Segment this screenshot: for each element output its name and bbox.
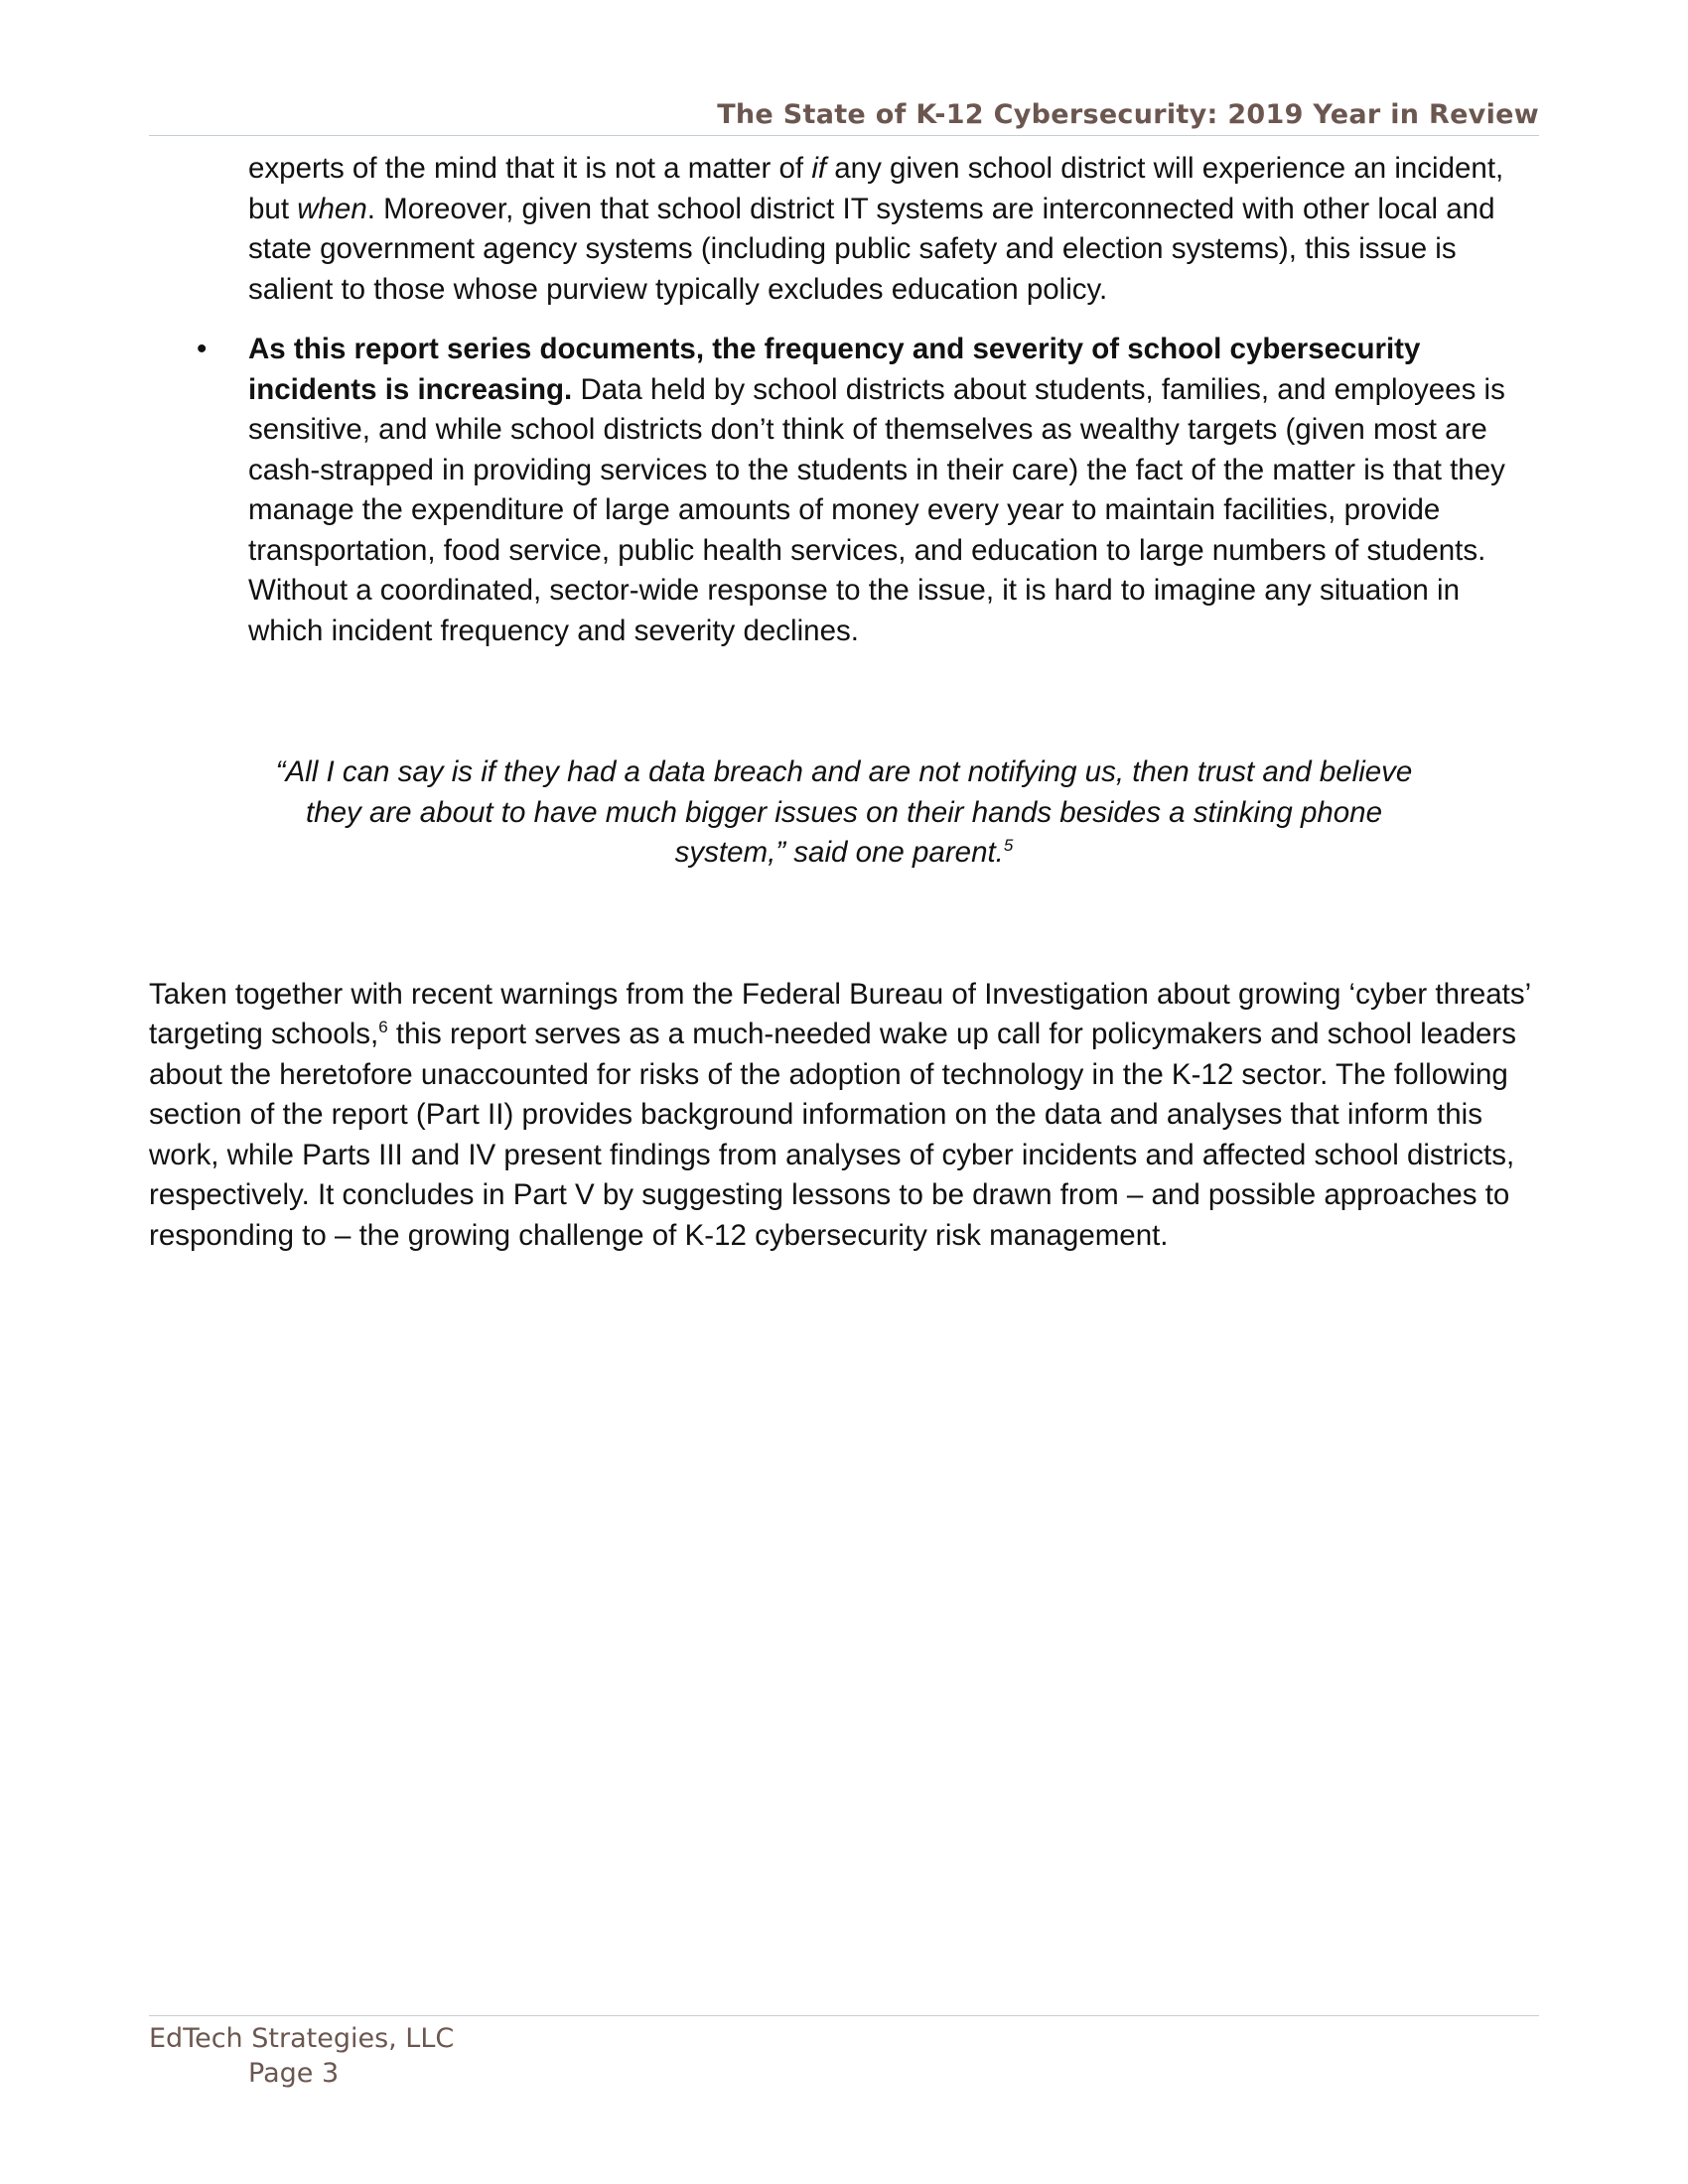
bullet-list-item: [197, 330, 1539, 651]
page-body: [149, 149, 1539, 1256]
summary-text-2: this report serves as a much-needed wake up call for policymakers and school leaders about the heretofore unaccounted for risks of the adoption of technology in the K-12 sector. The following section of the report (Part II) provides background information on the data and analyses that inform this work, while Parts III and IV present findings from analyses of cyber incidents and affected school districts, respectively. It concludes in Part V by suggesting lessons to be drawn from – and possible approaches to responding to – the growing challenge of K-12 cybersecurity risk management.: [149, 1018, 1516, 1252]
emphasis-when: when: [297, 192, 367, 225]
summary-paragraph: [149, 975, 1539, 1257]
continued-text-1: experts of the mind that it is not a matter of: [248, 152, 812, 185]
footer-company: EdTech Strategies, LLC: [149, 2023, 455, 2054]
continued-text-3: . Moreover, given that school district IT systems are interconnected with other local and state government agency systems (including public safety and election systems), this issue is salient to those whose purview typically excludes education policy.: [248, 192, 1495, 306]
continued-paragraph: [248, 149, 1539, 310]
summary-text-1: Taken together with recent warnings from the Federal Bureau of Investigation about growing ‘cyber threats’ targeting schools,: [149, 977, 1531, 1050]
continued-text-2: any given school district will experience an incident, but: [248, 152, 1504, 225]
bullet-marker: •: [197, 333, 208, 365]
header-divider: [149, 135, 1539, 136]
page-number: Page 3: [248, 2058, 340, 2089]
bullet-lead-bold: As this report series documents, the frequency and severity of school cybersecurity incidents is increasing.: [248, 333, 1421, 406]
pull-quote-text: “All I can say is if they had a data breach and are not notifying us, then trust and believe they are about to have much bigger issues on their hands besides a stinking phone system,” said one parent.: [275, 755, 1413, 869]
pull-quote: [149, 752, 1539, 874]
running-header-title: The State of K-12 Cybersecurity: 2019 Year in Review: [717, 99, 1539, 130]
footnote-ref-5[interactable]: 5: [1003, 836, 1014, 856]
emphasis-if: if: [811, 152, 827, 185]
footer-divider: [149, 2015, 1539, 2016]
footnote-ref-6[interactable]: 6: [378, 1018, 388, 1037]
bullet-text: Data held by school districts about students, families, and employees is sensitive, and while school districts don’t think of themselves as wealthy targets (given most are cash-strapped in providing services to the students in their care) the fact of the matter is that they manage the expenditure of large amounts of money every year to maintain facilities, provide transportation, food service, public health services, and education to large numbers of students. Without a coordinated, sector-wide response to the issue, it is hard to imagine any situation in which incident frequency and severity declines.: [248, 372, 1505, 647]
